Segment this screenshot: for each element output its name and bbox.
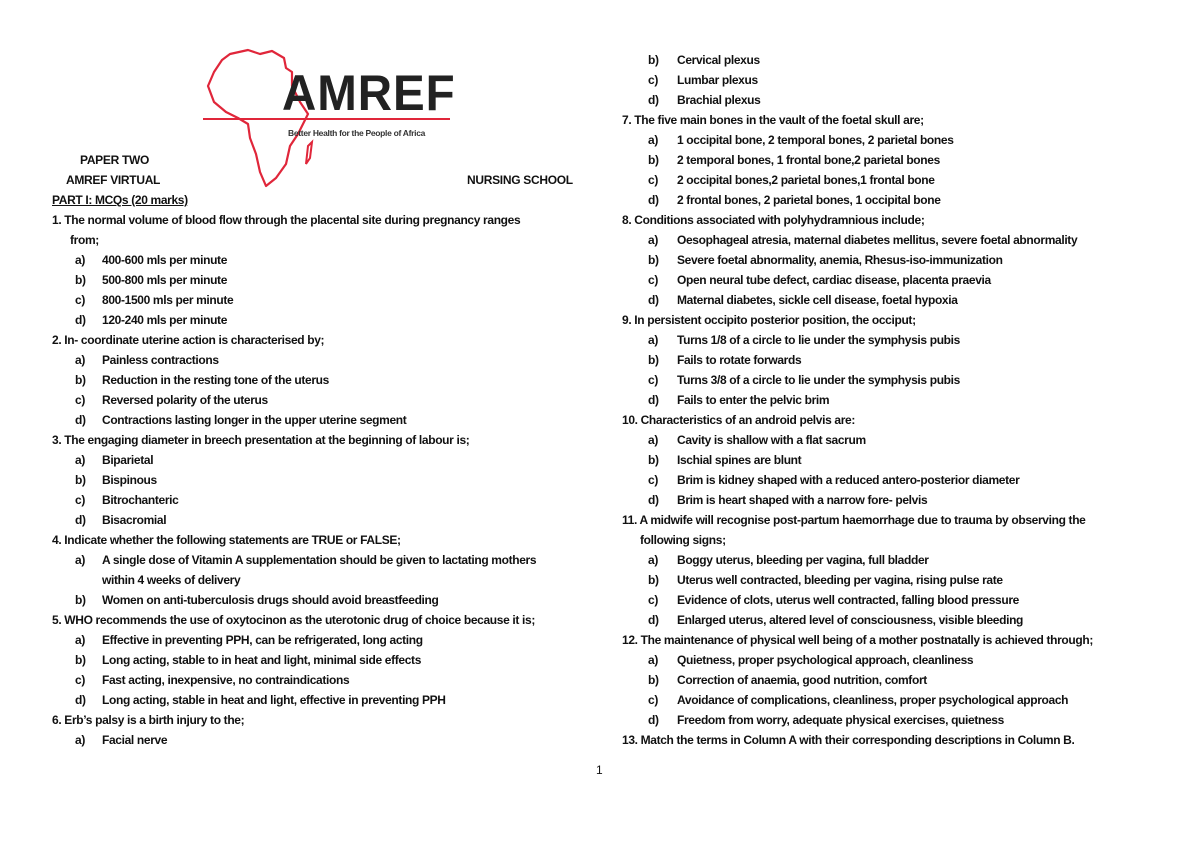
option-label: c) <box>75 293 85 307</box>
option-label: a) <box>75 353 85 367</box>
option-label: a) <box>75 633 85 647</box>
option-text: Quietness, proper psychological approach, cleanliness <box>677 653 974 667</box>
option-text: Open neural tube defect, cardiac disease, placenta praevia <box>677 273 991 287</box>
question-text: 8. Conditions associated with polyhydramnious include; <box>622 213 925 227</box>
option-label: c) <box>648 273 658 287</box>
option-label: d) <box>75 513 86 527</box>
option-label: a) <box>648 433 658 447</box>
answer-option <box>622 710 1162 730</box>
option-text: Boggy uterus, bleeding per vagina, full bladder <box>677 553 929 567</box>
option-text: Reversed polarity of the uterus <box>102 393 268 407</box>
question-text: 5. WHO recommends the use of oxytocinon as the uterotonic drug of choice because it is; <box>52 613 535 627</box>
option-text: Long acting, stable in heat and light, effective in preventing PPH <box>102 693 446 707</box>
question-text: 13. Match the terms in Column A with their corresponding descriptions in Column B. <box>622 733 1075 747</box>
option-text: Turns 1/8 of a circle to lie under the symphysis pubis <box>677 333 960 347</box>
option-label: c) <box>648 693 658 707</box>
text-continuation: following signs; <box>640 533 726 547</box>
answer-option <box>622 650 1162 670</box>
answer-option <box>52 490 582 510</box>
option-label: b) <box>75 653 86 667</box>
option-label: c) <box>648 593 658 607</box>
section-heading: PART I: MCQs (20 marks) <box>52 193 188 207</box>
answer-option <box>52 670 582 690</box>
answer-option <box>52 350 582 370</box>
option-text: Maternal diabetes, sickle cell disease, foetal hypoxia <box>677 293 958 307</box>
option-label: d) <box>75 413 86 427</box>
answer-option <box>622 610 1162 630</box>
option-text: Biparietal <box>102 453 154 467</box>
answer-option <box>52 630 582 650</box>
option-label: d) <box>648 493 659 507</box>
answer-option <box>622 570 1162 590</box>
question-text: 6. Erb’s palsy is a birth injury to the; <box>52 713 245 727</box>
answer-option <box>52 730 582 750</box>
amref-logo <box>200 42 460 192</box>
answer-option <box>52 410 582 430</box>
option-label: c) <box>648 173 658 187</box>
answer-option <box>622 70 1162 90</box>
option-label: a) <box>648 653 658 667</box>
option-text: 500-800 mls per minute <box>102 273 228 287</box>
answer-option <box>622 350 1162 370</box>
answer-option <box>52 310 582 330</box>
option-text: 120-240 mls per minute <box>102 313 228 327</box>
option-label: c) <box>75 493 85 507</box>
option-label: b) <box>648 573 659 587</box>
option-text: Reduction in the resting tone of the uterus <box>102 373 329 387</box>
option-label: a) <box>75 553 85 567</box>
option-text: Long acting, stable to in heat and light, minimal side effects <box>102 653 422 667</box>
left-column <box>52 190 582 750</box>
option-text: Evidence of clots, uterus well contracted, falling blood pressure <box>677 593 1019 607</box>
option-text: 2 frontal bones, 2 parietal bones, 1 occipital bone <box>677 193 941 207</box>
question-text: 7. The five main bones in the vault of the foetal skull are; <box>622 113 924 127</box>
option-label: c) <box>648 73 658 87</box>
option-text: Bispinous <box>102 473 157 487</box>
option-text: Brim is heart shaped with a narrow fore- pelvis <box>677 493 928 507</box>
answer-option <box>52 470 582 490</box>
option-text: Contractions lasting longer in the upper uterine segment <box>102 413 407 427</box>
answer-option <box>622 490 1162 510</box>
answer-option <box>52 590 582 610</box>
option-label: b) <box>75 473 86 487</box>
option-text: Facial nerve <box>102 733 168 747</box>
option-text: Fails to enter the pelvic brim <box>677 393 830 407</box>
option-label: c) <box>75 673 85 687</box>
option-text: Ischial spines are blunt <box>677 453 802 467</box>
option-text: Brim is kidney shaped with a reduced antero-posterior diameter <box>677 473 1020 487</box>
option-label: d) <box>75 313 86 327</box>
answer-option <box>622 190 1162 210</box>
option-label: d) <box>648 713 659 727</box>
option-label: b) <box>648 53 659 67</box>
answer-option <box>52 390 582 410</box>
option-text: 800-1500 mls per minute <box>102 293 234 307</box>
option-label: b) <box>648 353 659 367</box>
option-text: A single dose of Vitamin A supplementation should be given to lactating mothers <box>102 553 537 567</box>
option-label: b) <box>75 273 86 287</box>
logo-tagline: Better Health for the People of Africa <box>288 128 426 138</box>
option-label: a) <box>75 253 85 267</box>
option-label: d) <box>75 693 86 707</box>
option-label: b) <box>648 253 659 267</box>
option-text: Bisacromial <box>102 513 167 527</box>
option-text: Enlarged uterus, altered level of consciousness, visible bleeding <box>677 613 1024 627</box>
question-text: 11. A midwife will recognise post-partum haemorrhage due to trauma by observing the <box>622 513 1086 527</box>
answer-option <box>52 550 582 570</box>
answer-option <box>622 150 1162 170</box>
answer-option <box>622 290 1162 310</box>
answer-option <box>622 250 1162 270</box>
school-name-right: NURSING SCHOOL <box>467 173 573 187</box>
answer-option <box>622 690 1162 710</box>
option-label: a) <box>648 233 658 247</box>
option-text: Oesophageal atresia, maternal diabetes mellitus, severe foetal abnormality <box>677 233 1078 247</box>
option-label: c) <box>648 473 658 487</box>
option-text: Women on anti-tuberculosis drugs should avoid breastfeeding <box>102 593 439 607</box>
option-label: d) <box>648 193 659 207</box>
answer-option <box>622 550 1162 570</box>
question-text: 4. Indicate whether the following statements are TRUE or FALSE; <box>52 533 401 547</box>
option-text: Correction of anaemia, good nutrition, comfort <box>677 673 927 687</box>
option-label: a) <box>75 733 85 747</box>
text-continuation: from; <box>70 233 99 247</box>
question-text: 1. The normal volume of blood flow through the placental site during pregnancy ranges <box>52 213 521 227</box>
answer-option <box>52 250 582 270</box>
option-label: a) <box>648 553 658 567</box>
option-text: Uterus well contracted, bleeding per vagina, rising pulse rate <box>677 573 1003 587</box>
answer-option <box>622 50 1162 70</box>
option-label: b) <box>648 153 659 167</box>
option-label: d) <box>648 93 659 107</box>
answer-option <box>52 690 582 710</box>
answer-option <box>52 270 582 290</box>
school-name-left: AMREF VIRTUAL <box>66 173 161 187</box>
option-label: c) <box>648 373 658 387</box>
answer-option <box>622 370 1162 390</box>
right-column <box>622 50 1162 750</box>
option-label: a) <box>75 453 85 467</box>
option-text: 400-600 mls per minute <box>102 253 228 267</box>
question-text: 2. In- coordinate uterine action is characterised by; <box>52 333 325 347</box>
option-text: Brachial plexus <box>677 93 761 107</box>
option-text: Effective in preventing PPH, can be refrigerated, long acting <box>102 633 423 647</box>
option-text: Bitrochanteric <box>102 493 179 507</box>
option-text: Painless contractions <box>102 353 219 367</box>
answer-option <box>622 590 1162 610</box>
paper-title: PAPER TWO <box>80 153 150 167</box>
answer-option <box>622 230 1162 250</box>
logo-name: AMREF <box>282 65 456 121</box>
answer-option <box>52 510 582 530</box>
question-text: 10. Characteristics of an android pelvis are: <box>622 413 856 427</box>
option-text: Freedom from worry, adequate physical exercises, quietness <box>677 713 1004 727</box>
option-text: Turns 3/8 of a circle to lie under the symphysis pubis <box>677 373 960 387</box>
answer-option <box>52 370 582 390</box>
option-text: Fails to rotate forwards <box>677 353 802 367</box>
option-text: 1 occipital bone, 2 temporal bones, 2 parietal bones <box>677 133 954 147</box>
answer-option <box>52 290 582 310</box>
question-text: 9. In persistent occipito posterior position, the occiput; <box>622 313 916 327</box>
answer-option <box>622 430 1162 450</box>
option-text: Severe foetal abnormality, anemia, Rhesus-iso-immunization <box>677 253 1003 267</box>
answer-option <box>622 330 1162 350</box>
option-label: a) <box>648 133 658 147</box>
option-label: d) <box>648 293 659 307</box>
answer-option <box>622 390 1162 410</box>
option-text: Avoidance of complications, cleanliness, proper psychological approach <box>677 693 1069 707</box>
option-label: d) <box>648 393 659 407</box>
option-label: b) <box>75 373 86 387</box>
option-label: b) <box>75 593 86 607</box>
option-text: Cavity is shallow with a flat sacrum <box>677 433 866 447</box>
answer-option <box>622 130 1162 150</box>
answer-option <box>622 470 1162 490</box>
option-text: Lumbar plexus <box>677 73 758 87</box>
option-label: b) <box>648 453 659 467</box>
answer-option <box>622 450 1162 470</box>
answer-option <box>622 670 1162 690</box>
question-text: 3. The engaging diameter in breech presentation at the beginning of labour is; <box>52 433 470 447</box>
question-text: 12. The maintenance of physical well being of a mother postnatally is achieved through; <box>622 633 1093 647</box>
answer-option <box>622 270 1162 290</box>
option-label: c) <box>75 393 85 407</box>
text-continuation: within 4 weeks of delivery <box>102 573 241 587</box>
option-text: 2 occipital bones,2 parietal bones,1 frontal bone <box>677 173 935 187</box>
option-label: b) <box>648 673 659 687</box>
option-label: a) <box>648 333 658 347</box>
option-text: Fast acting, inexpensive, no contraindications <box>102 673 350 687</box>
option-text: Cervical plexus <box>677 53 760 67</box>
option-label: d) <box>648 613 659 627</box>
answer-option <box>622 170 1162 190</box>
answer-option <box>52 450 582 470</box>
option-text: 2 temporal bones, 1 frontal bone,2 parietal bones <box>677 153 940 167</box>
page-number: 1 <box>596 763 603 777</box>
answer-option <box>622 90 1162 110</box>
answer-option <box>52 650 582 670</box>
